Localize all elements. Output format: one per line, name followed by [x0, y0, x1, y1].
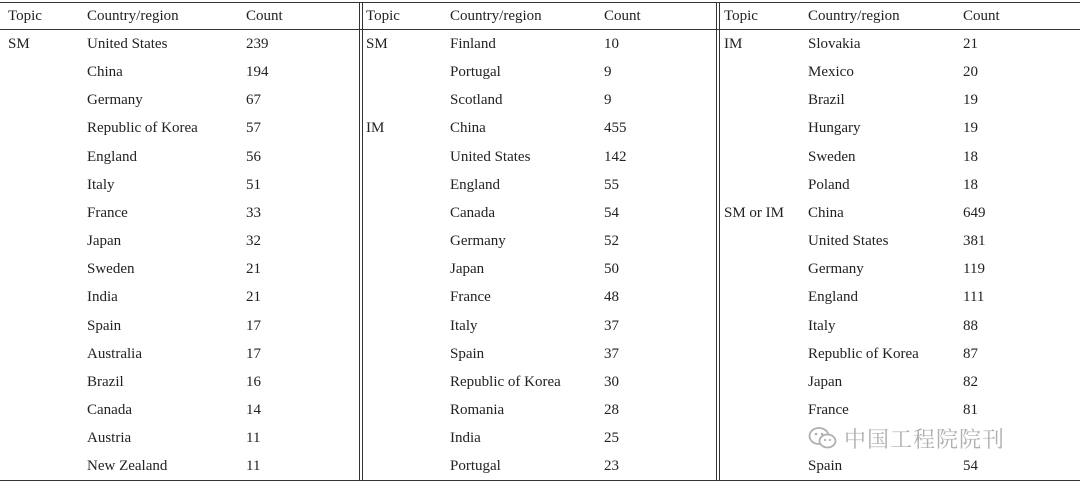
country-cell: Republic of Korea — [450, 373, 561, 390]
header-topic: Topic — [724, 8, 758, 24]
country-cell: Republic of Korea — [87, 120, 198, 137]
country-cell: Austria — [87, 430, 132, 447]
count-cell: 142 — [604, 148, 627, 165]
count-cell: 33 — [246, 204, 261, 221]
country-cell: China — [808, 204, 844, 221]
count-cell: 14 — [246, 401, 261, 418]
count-cell: 18 — [963, 176, 978, 193]
country-cell: France — [87, 204, 128, 221]
count-cell: 455 — [604, 120, 627, 137]
country-cell: Australia — [87, 345, 142, 362]
table-panel-2 — [363, 0, 716, 484]
count-cell: 56 — [246, 148, 261, 165]
count-cell: 19 — [963, 92, 978, 109]
count-cell: 649 — [963, 204, 986, 221]
topic-cell: SM or IM — [724, 204, 785, 221]
table-panel-3 — [720, 0, 1080, 484]
count-cell: 11 — [246, 458, 261, 475]
panel-divider-line — [716, 2, 717, 480]
count-cell: 18 — [963, 148, 978, 165]
count-cell: 57 — [246, 120, 261, 137]
header-topic: Topic — [8, 8, 42, 24]
country-cell: India — [87, 289, 118, 306]
country-cell: Portugal — [450, 64, 501, 81]
count-cell: 17 — [246, 345, 261, 362]
country-cell: Japan — [808, 373, 843, 390]
country-cell: Poland — [808, 176, 850, 193]
count-cell: 19 — [963, 120, 978, 137]
header-country-region: Country/region — [450, 8, 542, 24]
count-cell: 23 — [604, 458, 619, 475]
count-cell: 88 — [963, 317, 978, 334]
country-cell: Spain — [808, 458, 843, 475]
count-cell: 25 — [604, 430, 619, 447]
country-cell: Italy — [87, 176, 115, 193]
table-panel-1 — [0, 0, 359, 484]
count-cell: 51 — [246, 176, 261, 193]
count-cell: 37 — [604, 345, 619, 362]
country-cell: England — [450, 176, 500, 193]
count-cell: 11 — [246, 430, 261, 447]
count-cell: 239 — [246, 36, 269, 52]
count-cell: 81 — [963, 401, 978, 418]
country-cell: China — [87, 64, 123, 81]
count-cell: 111 — [963, 289, 985, 306]
count-cell: 52 — [604, 233, 619, 249]
country-cell: New Zealand — [87, 458, 168, 475]
count-cell: 20 — [963, 64, 978, 81]
country-cell: Finland — [450, 36, 496, 52]
country-cell: China — [450, 120, 486, 137]
country-cell: Canada — [450, 204, 495, 221]
country-cell: France — [808, 401, 849, 418]
country-cell: United States — [87, 36, 168, 52]
header-count: Count — [604, 8, 641, 24]
count-cell: 381 — [963, 233, 986, 249]
country-cell: Germany — [87, 92, 143, 109]
country-cell: Slovakia — [808, 36, 861, 52]
count-cell: 55 — [604, 176, 619, 193]
header-country-region: Country/region — [87, 8, 179, 24]
country-cell: France — [450, 289, 491, 306]
topic-cell: SM — [366, 36, 388, 52]
country-cell: Romania — [450, 401, 505, 418]
header-count: Count — [246, 8, 283, 24]
count-cell: 10 — [604, 36, 619, 52]
country-cell: Italy — [808, 317, 836, 334]
header-count: Count — [963, 8, 1000, 24]
topic-cell: IM — [366, 120, 385, 137]
country-cell: India — [450, 430, 481, 447]
country-cell: Japan — [87, 233, 122, 249]
count-cell: 9 — [604, 64, 612, 81]
count-cell: 67 — [246, 92, 261, 109]
topic-cell: SM — [8, 36, 30, 52]
country-cell: Mexico — [808, 64, 854, 81]
country-cell: Brazil — [87, 373, 124, 390]
country-cell: Japan — [450, 261, 485, 278]
count-cell: 32 — [246, 233, 261, 249]
count-cell: 54 — [963, 458, 978, 475]
country-cell: Sweden — [87, 261, 135, 278]
header-topic: Topic — [366, 8, 400, 24]
count-cell: 21 — [246, 289, 261, 306]
count-cell: 9 — [604, 92, 612, 109]
country-cell: Portugal — [450, 458, 501, 475]
country-cell: Republic of Korea — [808, 345, 919, 362]
country-cell: Brazil — [808, 92, 845, 109]
country-cell: Sweden — [808, 148, 856, 165]
count-cell: 30 — [604, 373, 619, 390]
country-cell: United States — [450, 148, 531, 165]
count-cell: 82 — [963, 373, 978, 390]
count-cell: 21 — [246, 261, 261, 278]
country-cell: Scotland — [450, 92, 503, 109]
count-cell: 54 — [604, 204, 619, 221]
count-cell: 16 — [246, 373, 261, 390]
country-cell: Germany — [808, 261, 864, 278]
header-country-region: Country/region — [808, 8, 900, 24]
country-cell: England — [87, 148, 137, 165]
count-cell: 37 — [604, 317, 619, 334]
panel-divider-line — [359, 2, 360, 480]
country-cell: Hungary — [808, 120, 861, 137]
count-cell: 21 — [963, 36, 978, 52]
country-cell: Spain — [87, 317, 122, 334]
count-cell: 50 — [604, 261, 619, 278]
country-cell: Canada — [87, 401, 132, 418]
count-cell: 17 — [246, 317, 261, 334]
count-cell: 28 — [604, 401, 619, 418]
count-cell: 194 — [246, 64, 269, 81]
country-cell: United States — [808, 233, 889, 249]
country-cell: Italy — [450, 317, 478, 334]
topic-cell: IM — [724, 36, 743, 52]
country-cell: Germany — [450, 233, 506, 249]
country-cell: Spain — [450, 345, 485, 362]
count-cell: 87 — [963, 345, 978, 362]
count-cell: 119 — [963, 261, 985, 278]
country-cell: England — [808, 289, 858, 306]
watermark-text: 中国工程院院刊 — [844, 427, 1006, 453]
count-cell: 48 — [604, 289, 619, 306]
